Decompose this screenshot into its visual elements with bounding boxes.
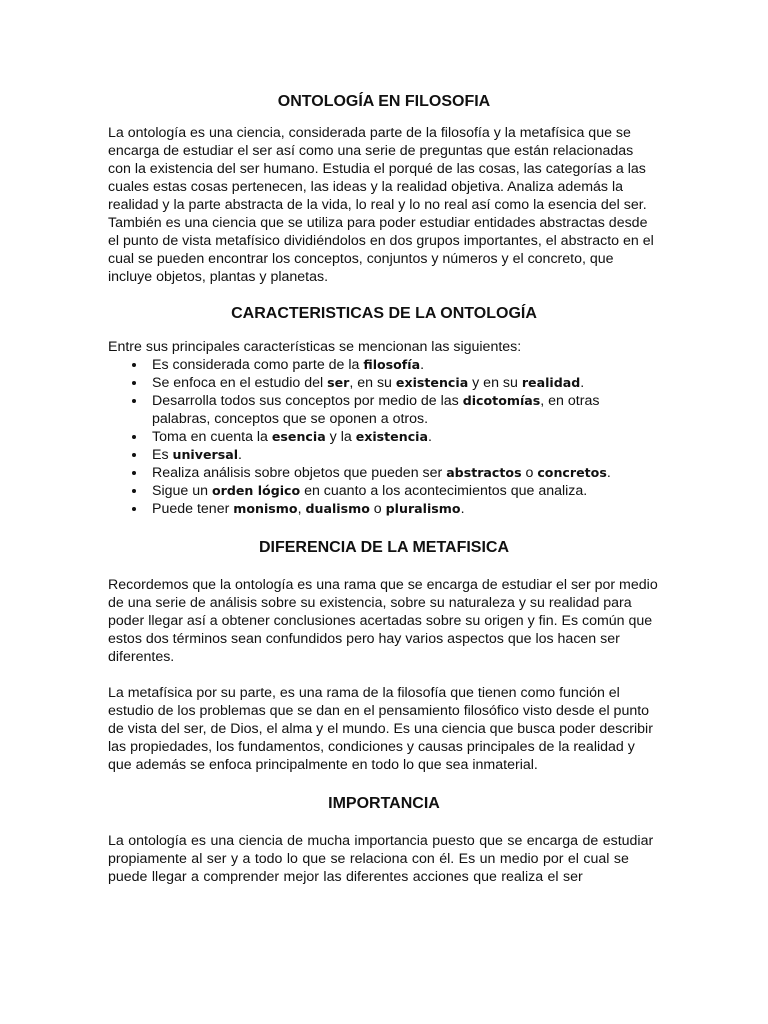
list-item: Es universal. (152, 446, 660, 464)
list-item: Desarrolla todos sus conceptos por medio de las dicotomías, en otras palabras, conceptos que se oponen a otros. (152, 392, 660, 428)
list-item: Toma en cuenta la esencia y la existencia. (152, 428, 660, 446)
characteristics-list (108, 356, 660, 518)
list-item: Realiza análisis sobre objetos que pueden ser abstractos o concretos. (152, 464, 660, 482)
list-item: Se enfoca en el estudio del ser, en su existencia y en su realidad. (152, 374, 660, 392)
document-body (108, 92, 660, 886)
list-intro: Entre sus principales características se mencionan las siguientes: (108, 339, 522, 355)
intro-paragraph: La ontología es una ciencia, considerada parte de la filosofía y la metafísica que se encarga de estudiar el ser así como una serie de preguntas que están relacionadas con la existencia del ser humano. Estudia el porqué de las cosas, las categorías a las cuales estas cosas pertenecen, las ideas y la realidad objetiva. Analiza además la realidad y la parte abstracta de la vida, lo real y lo no real así como la esencia del ser. También es una ciencia que se utiliza para poder estudiar entidades abstractas desde el punto de vista metafísico dividiéndolos en dos grupos importantes, el abstracto en el cual se pueden encontrar los conceptos, conjuntos y números y el concreto, que incluye objetos, plantas y planetas. (108, 125, 654, 285)
list-item: Puede tener monismo, dualismo o pluralismo. (152, 500, 660, 518)
list-item: Sigue un orden lógico en cuanto a los acontecimientos que analiza. (152, 482, 660, 500)
heading-caracteristicas: CARACTERISTICAS DE LA ONTOLOGÍA (231, 305, 537, 322)
heading-diferencia: DIFERENCIA DE LA METAFISICA (258, 539, 510, 556)
heading-importancia: IMPORTANCIA (328, 795, 440, 812)
importance-paragraph: La ontología es una ciencia de mucha importancia puesto que se encarga de estudiar propiamente al ser y a todo lo que se relaciona con él. Es un medio por el cual se puede llegar a comprender mejor las diferentes acciones que realiza el ser (108, 833, 654, 885)
list-item: Es considerada como parte de la filosofía. (152, 356, 660, 374)
difference-paragraph-1: Recordemos que la ontología es una rama que se encarga de estudiar el ser por medio de una serie de análisis sobre su existencia, sobre su naturaleza y su realidad para poder llegar así a obtener conclusiones acertadas sobre su origen y fin. Es común que estos dos términos sean confundidos pero hay varios aspectos que los hacen ser diferentes. (108, 577, 658, 665)
difference-paragraph-2: La metafísica por su parte, es una rama de la filosofía que tienen como función el estudio de los problemas que se dan en el pensamiento filosófico visto desde el punto de vista del ser, de Dios, el alma y el mundo. Es una ciencia que busca poder describir las propiedades, los fundamentos, condiciones y causas principales de la realidad y que además se enfoca principalmente en todo lo que sea inmaterial. (108, 685, 653, 773)
heading-ontologia: ONTOLOGÍA EN FILOSOFIA (277, 93, 491, 110)
